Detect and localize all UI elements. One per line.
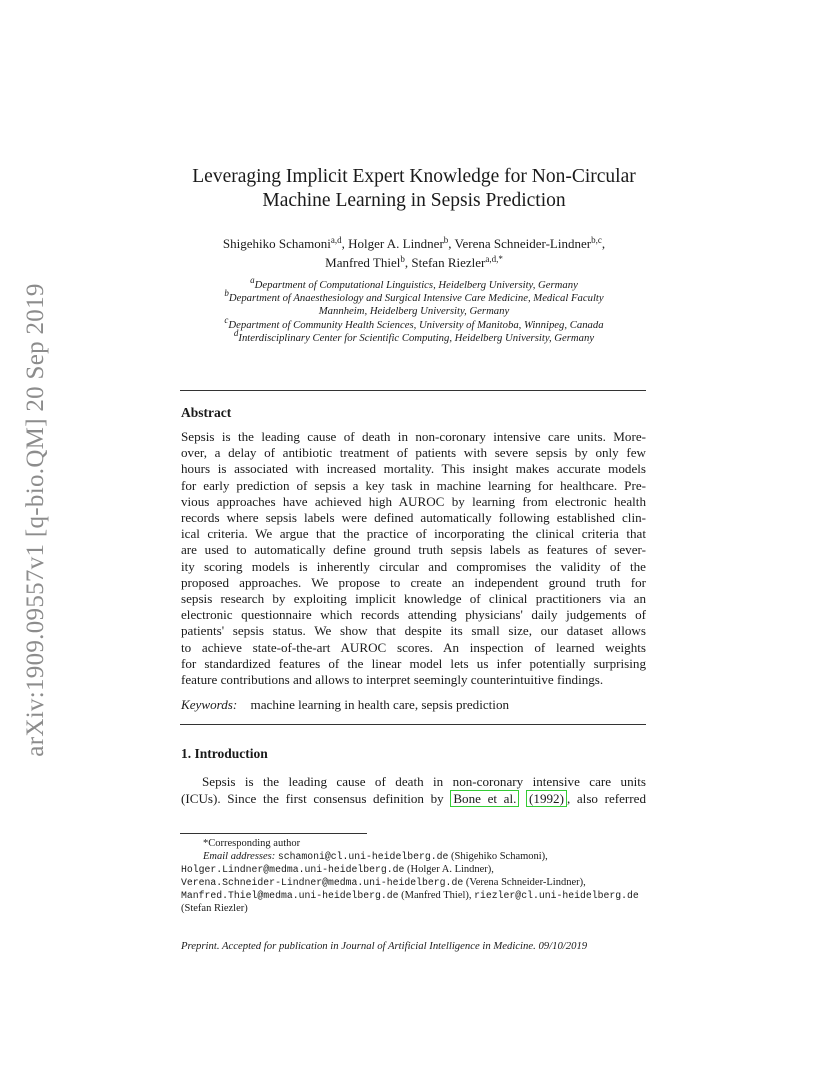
intro-text: , also referred [566, 791, 647, 806]
author-name: Stefan Riezler [411, 255, 486, 270]
abstract-line: electronic questionnaire which records attending physicians' daily judgements of [181, 607, 646, 623]
email-line [181, 850, 651, 863]
email-owner: (Holger A. Lindner), [407, 864, 494, 875]
keywords-text: machine learning in health care, sepsis prediction [250, 697, 510, 712]
affil-text: Department of Community Health Sciences, University of Manitoba, Winnipeg, Canada [228, 318, 604, 331]
abstract-line: are used to automatically define ground truth sepsis labels as features of sever- [181, 542, 646, 558]
abstract-line: ical criteria. We argue that the practice of incorporating the clinical criteria that [181, 526, 646, 542]
abstract-bottom-rule [180, 724, 646, 725]
affil-mark: a [250, 275, 255, 285]
email-address[interactable]: Manfred.Thiel@medma.uni-heidelberg.de [181, 890, 399, 901]
authors-line-2 [150, 253, 678, 272]
abstract-line: to achieve state-of-the-art AUROC scores. An inspection of learned weights [181, 639, 646, 655]
abstract-top-rule [180, 390, 646, 391]
affil-text: Department of Computational Linguistics, Heidelberg University, Germany [254, 279, 578, 291]
abstract-heading: Abstract [181, 405, 232, 420]
footnote-rule [180, 833, 367, 834]
citation-link-year[interactable]: (1992) [526, 790, 567, 807]
email-line [181, 876, 651, 889]
author-separator: , [341, 236, 349, 251]
keywords-label: Keywords: [181, 697, 238, 712]
author-separator: , [601, 236, 606, 251]
affil-text: Interdisciplinary Center for Scientific Computing, Heidelberg University, Germany [238, 331, 595, 344]
affiliation-c [150, 314, 678, 332]
abstract-line: for standardized features of the linear model lets us infer potentially surprising [181, 655, 646, 671]
authors-line-1 [150, 234, 678, 253]
email-owner: (Manfred Thiel), [401, 890, 472, 901]
author-separator: , [404, 255, 412, 270]
paper-title [150, 165, 678, 213]
email-label: Email addresses: [203, 851, 276, 862]
abstract-line: ity scoring models is inherently circular and compromises the validity of the [181, 558, 646, 574]
footnote [181, 837, 651, 915]
abstract-line: vious approaches have achieved high AUROC by learning from electronic health [181, 493, 646, 509]
email-owner: (Verena Schneider-Lindner), [465, 877, 586, 888]
preprint-note: Preprint. Accepted for publication in Journal of Artificial Intelligence in Medicine. 09/10/2019 [181, 940, 588, 952]
email-line [181, 863, 651, 876]
email-address[interactable]: riezler@cl.uni-heidelberg.de [474, 890, 639, 901]
abstract-line: over, a delay of antibiotic treatment of patients with severe sepsis by only few [181, 445, 646, 461]
email-address[interactable]: schamoni@cl.uni-heidelberg.de [277, 851, 449, 862]
section-heading-introduction: 1. Introduction [181, 746, 268, 761]
author-affil-mark: a,d,* [485, 254, 503, 264]
email-address[interactable]: Holger.Lindner@medma.uni-heidelberg.de [181, 864, 405, 875]
intro-line [181, 790, 646, 807]
author-separator: , [448, 236, 455, 251]
affiliations [150, 275, 678, 345]
affiliation-a [150, 275, 678, 292]
title-line-2: Machine Learning in Sepsis Prediction [262, 190, 566, 211]
abstract-line: hours is associated with increased mortality. This insight makes accurate models [181, 461, 646, 477]
keywords [181, 697, 509, 713]
author-affil-mark: a,d [330, 235, 342, 245]
citation-link-authors[interactable]: Bone et al. [450, 790, 519, 807]
arxiv-stamp: arXiv:1909.09557v1 [q-bio.QM] 20 Sep 2019 [22, 283, 49, 757]
author-affil-mark: b [400, 254, 405, 264]
author-name: Shigehiko Schamoni [222, 236, 331, 251]
email-address[interactable]: Verena.Schneider-Lindner@medma.uni-heidelberg.de [181, 877, 464, 888]
abstract-body [181, 429, 646, 688]
author-name: Verena Schneider-Lindner [454, 236, 592, 251]
abstract-line: proposed approaches. We propose to create an independent ground truth for [181, 574, 646, 590]
abstract-line: feature contributions and allows to interpret seemingly counterintuitive findings. [181, 672, 604, 688]
abstract-line: for early prediction of sepsis a key task in machine learning for healthcare. Pre- [181, 477, 646, 493]
affil-mark: d [233, 327, 239, 338]
abstract-line: patients' sepsis status. We show that despite its small size, our dataset allows [181, 623, 646, 639]
abstract-line: records where sepsis labels were defined automatically following established clin- [181, 510, 646, 526]
affil-mark: b [224, 288, 229, 299]
author-name: Holger A. Lindner [348, 236, 444, 251]
author-affil-mark: b [443, 235, 449, 245]
corresponding-author-note: *Corresponding author [203, 838, 301, 849]
author-list [150, 234, 678, 272]
affiliation-b-cont: Mannheim, Heidelberg University, Germany [318, 305, 510, 318]
intro-line: Sepsis is the leading cause of death in non-coronary intensive care units [202, 774, 646, 789]
title-line-1: Leveraging Implicit Expert Knowledge for Non-Circular [192, 166, 636, 187]
affil-text: Department of Anaesthesiology and Surgical Intensive Care Medicine, Medical Faculty [228, 292, 604, 305]
email-line [181, 902, 651, 915]
affil-mark: c [224, 314, 229, 325]
intro-text: (ICUs). Since the first consensus definition by [181, 791, 451, 806]
affiliation-d [150, 327, 678, 345]
abstract-line: Sepsis is the leading cause of death in non-coronary intensive care units. More- [181, 429, 646, 444]
introduction-paragraph [181, 773, 646, 807]
email-owner: (Stefan Riezler) [181, 903, 248, 914]
abstract-line: sepsis research by exploiting implicit knowledge of clinical practitioners via an [181, 591, 646, 607]
email-line [181, 889, 651, 902]
author-affil-mark: b,c [591, 235, 602, 245]
email-owner: (Shigehiko Schamoni), [450, 851, 548, 862]
author-name: Manfred Thiel [325, 255, 401, 270]
affiliation-b [150, 288, 678, 305]
